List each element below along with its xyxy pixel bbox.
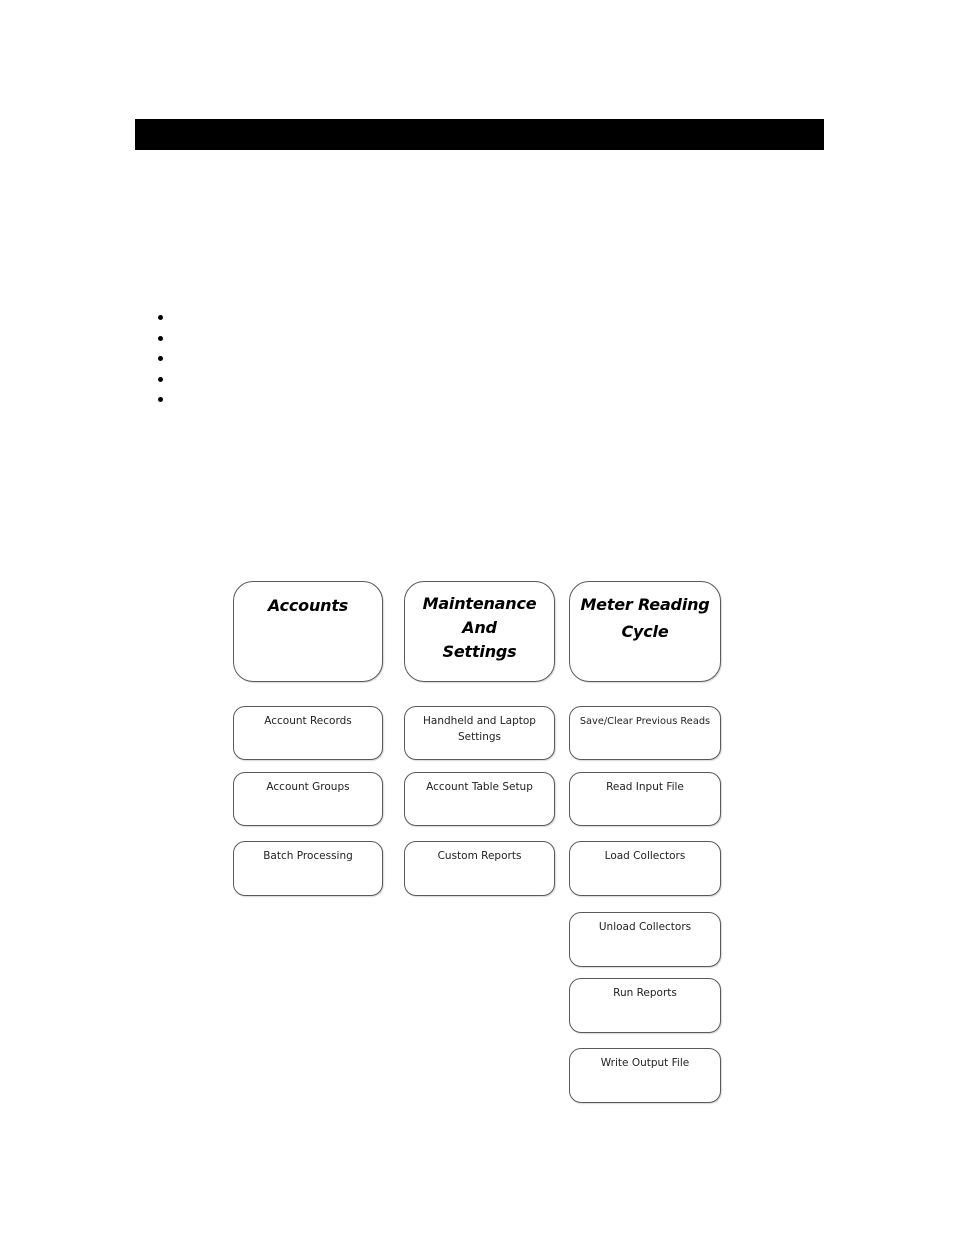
custom-reports-box [404, 841, 555, 896]
accounts-heading: Accounts [267, 596, 349, 615]
write-output-file-box [569, 1048, 721, 1103]
maintenance-heading-box [404, 581, 555, 682]
account-groups-box [233, 772, 383, 826]
maintenance-heading: Maintenance And Settings [422, 594, 537, 661]
handheld-laptop-settings-label: Handheld and Laptop Settings [423, 715, 536, 743]
account-records-box [233, 706, 383, 760]
bullet-point [158, 356, 163, 361]
load-collectors-label: Load Collectors [604, 850, 686, 862]
save-clear-previous-reads-box [569, 706, 721, 760]
read-input-file-box [569, 772, 721, 826]
meter-reading-heading-box [569, 581, 721, 682]
bullet-point [158, 397, 163, 402]
custom-reports-label: Custom Reports [437, 850, 522, 862]
meter-reading-heading: Meter Reading Cycle [580, 595, 710, 641]
write-output-file-label: Write Output File [600, 1057, 690, 1069]
account-table-setup-box [404, 772, 555, 826]
batch-processing-box [233, 841, 383, 896]
bullet-point [158, 377, 163, 382]
run-reports-box [569, 978, 721, 1033]
accounts-heading-box [233, 581, 383, 682]
batch-processing-label: Batch Processing [263, 850, 353, 862]
unload-collectors-box [569, 912, 721, 967]
unload-collectors-label: Unload Collectors [598, 921, 692, 933]
account-table-setup-label: Account Table Setup [426, 781, 533, 793]
bullet-point [158, 315, 163, 320]
account-records-label: Account Records [264, 715, 352, 727]
save-clear-previous-reads-label: Save/Clear Previous Reads [579, 716, 711, 727]
load-collectors-box [569, 841, 721, 896]
read-input-file-label: Read Input File [606, 781, 684, 793]
handheld-laptop-settings-box [404, 706, 555, 760]
account-groups-label: Account Groups [266, 781, 350, 793]
header-bar [135, 119, 824, 150]
run-reports-label: Run Reports [613, 987, 677, 999]
bullet-point [158, 336, 163, 341]
bullet-list [158, 310, 163, 413]
